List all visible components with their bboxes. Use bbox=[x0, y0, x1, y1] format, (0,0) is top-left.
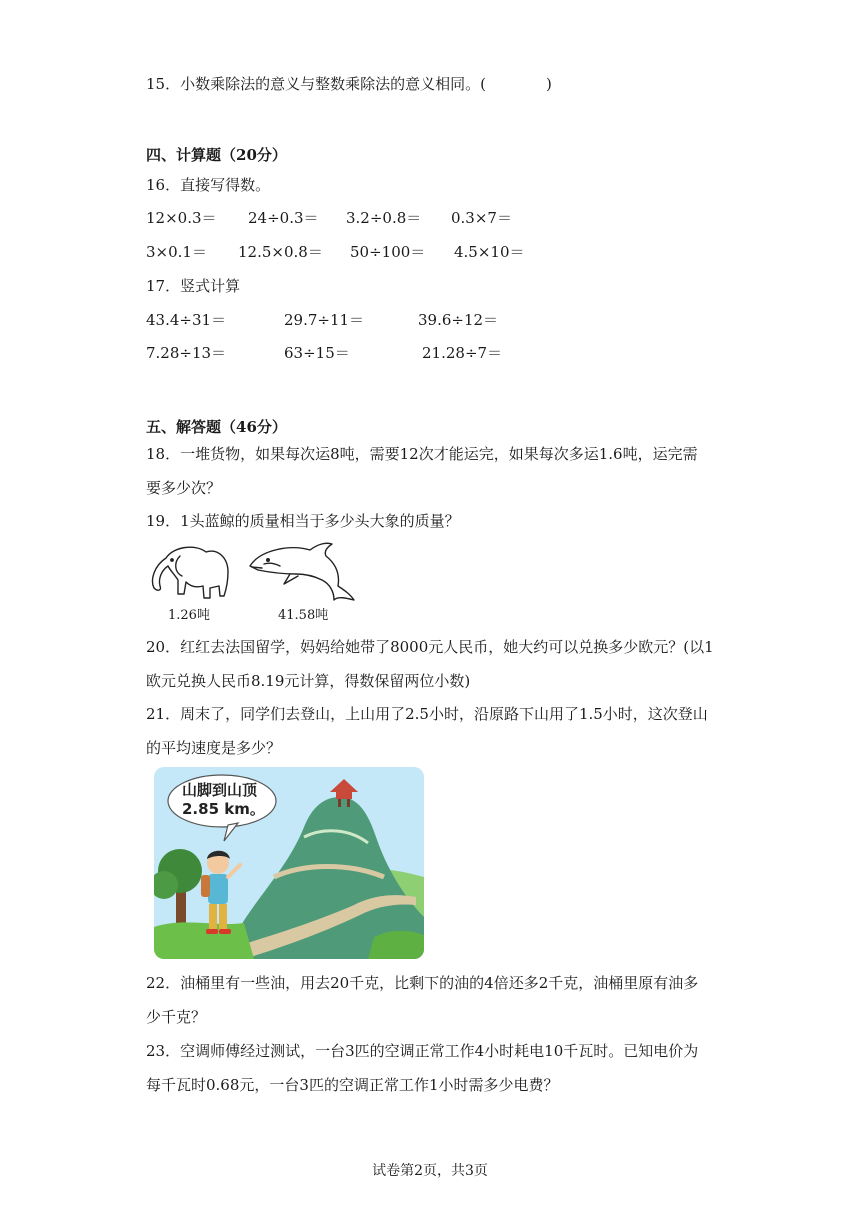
elephant-weight-label: 1.26吨 bbox=[168, 608, 210, 623]
question-22-line-1: 22．油桶里有一些油，用去20千克，比剩下的油的4倍还多2千克，油桶里原有油多 bbox=[146, 974, 699, 992]
question-21-line-1: 21．周末了，同学们去登山，上山用了2.5小时，沿原路下山用了1.5小时，这次登山 bbox=[146, 705, 708, 723]
calc-item: 21.28÷7＝ bbox=[422, 344, 503, 362]
question-20-line-2: 欧元兑换人民币8.19元计算，得数保留两位小数) bbox=[146, 672, 471, 690]
question-19-text: 19．1头蓝鲸的质量相当于多少头大象的质量？ bbox=[146, 512, 460, 530]
calc-item: 43.4÷31＝ bbox=[146, 311, 227, 329]
question-17-title: 17．竖式计算 bbox=[146, 277, 241, 295]
speech-bubble-text bbox=[182, 781, 265, 819]
question-18-line-1: 18．一堆货物，如果每次运8吨，需要12次才能运完，如果每次多运1.6吨，运完需 bbox=[146, 445, 698, 463]
calc-item: 39.6÷12＝ bbox=[418, 311, 499, 329]
question-22-line-2: 少千克？ bbox=[146, 1008, 207, 1026]
whale-weight-label: 41.58吨 bbox=[278, 608, 329, 623]
calc-item: 12×0.3＝ bbox=[146, 209, 217, 227]
question-19-figure bbox=[140, 540, 360, 626]
calc-item: 29.7÷11＝ bbox=[284, 311, 365, 329]
calc-item: 50÷100＝ bbox=[350, 243, 426, 261]
section-5-heading: 五、解答题（46分） bbox=[146, 418, 287, 436]
question-20 bbox=[146, 630, 716, 698]
calc-item: 7.28÷13＝ bbox=[146, 344, 227, 362]
section-4-heading: 四、计算题（20分） bbox=[146, 146, 287, 164]
speech-bubble-line-2: 2.85 km。 bbox=[182, 800, 265, 818]
calc-item: 4.5×10＝ bbox=[454, 243, 525, 261]
question-23-line-2: 每千瓦时0.68元，一台3匹的空调正常工作1小时需多少电费？ bbox=[146, 1076, 559, 1094]
question-21 bbox=[146, 697, 716, 765]
calc-item: 0.3×7＝ bbox=[451, 209, 512, 227]
question-23 bbox=[146, 1034, 716, 1102]
speech-bubble-line-1: 山脚到山顶 bbox=[182, 781, 258, 799]
calc-item: 3.2÷0.8＝ bbox=[346, 209, 422, 227]
question-16-title: 16．直接写得数。 bbox=[146, 176, 271, 194]
question-19 bbox=[146, 504, 716, 538]
question-15: 15．小数乘除法的意义与整数乘除法的意义相同。( ) bbox=[146, 75, 552, 93]
question-21-line-2: 的平均速度是多少？ bbox=[146, 739, 282, 757]
page-footer: 试卷第2页，共3页 bbox=[372, 1163, 488, 1179]
question-23-line-1: 23．空调师傅经过测试，一台3匹的空调正常工作4小时耗电10千瓦时。已知电价为 bbox=[146, 1042, 699, 1060]
question-18 bbox=[146, 437, 716, 505]
question-22 bbox=[146, 966, 716, 1034]
calc-item: 12.5×0.8＝ bbox=[238, 243, 323, 261]
question-20-line-1: 20．红红去法国留学，妈妈给她带了8000元人民币，她大约可以兑换多少欧元？(以1 bbox=[146, 638, 714, 656]
calc-item: 63÷15＝ bbox=[284, 344, 350, 362]
calc-item: 24÷0.3＝ bbox=[248, 209, 319, 227]
question-18-line-2: 要多少次？ bbox=[146, 479, 222, 497]
calc-item: 3×0.1＝ bbox=[146, 243, 207, 261]
mountain-illustration bbox=[154, 767, 424, 959]
